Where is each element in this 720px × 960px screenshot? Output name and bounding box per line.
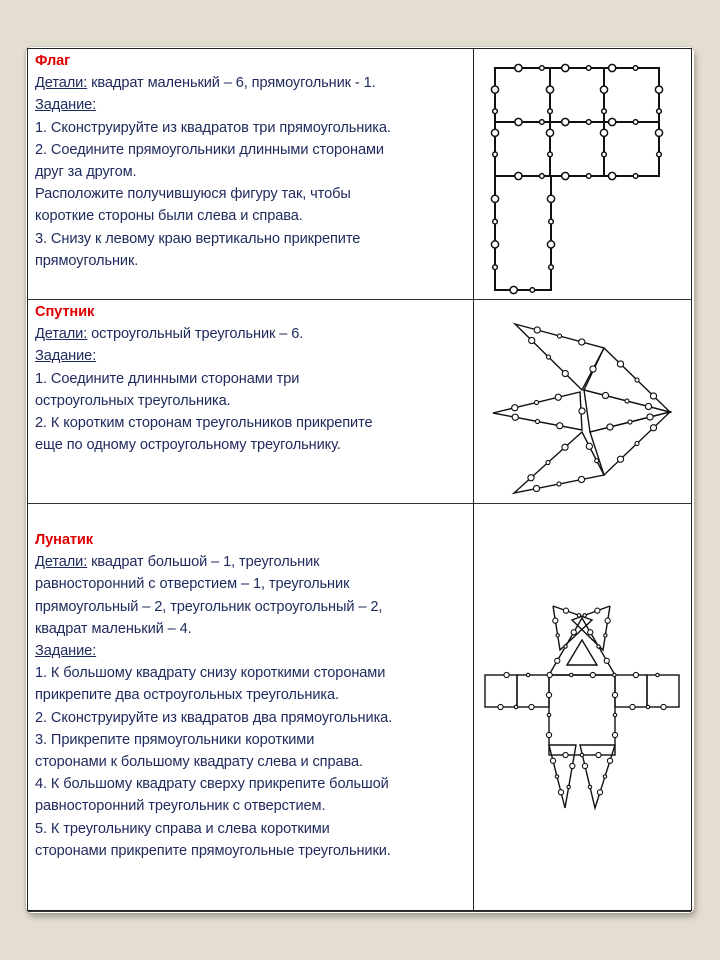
row-title: Спутник (35, 304, 95, 320)
connector-knob (567, 785, 570, 788)
connector-knob (540, 120, 545, 125)
connector-knob (579, 408, 585, 414)
connector-knob (547, 713, 550, 716)
details-text: квадрат маленький – 6, прямоугольник - 1. (87, 75, 376, 92)
flag-figure (491, 64, 662, 293)
connector-knob (613, 673, 616, 676)
connector-knob (582, 763, 587, 768)
connector-knob (515, 172, 522, 179)
connector-knob (550, 758, 555, 763)
connector-knob (512, 405, 518, 411)
task-label: Задание: (35, 97, 97, 114)
connector-knob (528, 475, 534, 481)
connector-knob (553, 618, 558, 623)
connector-knob (578, 476, 584, 482)
connector-knob (612, 692, 617, 697)
connector-knob (549, 265, 554, 270)
connector-knob (609, 172, 616, 179)
connector-knob (645, 403, 651, 409)
connector-knob (628, 420, 632, 424)
connector-knob (609, 118, 616, 125)
connector-knob (635, 378, 639, 382)
task-line: 5. К треугольнику справа и слева короткими (35, 820, 330, 837)
connector-knob (529, 704, 534, 709)
connector-knob (588, 630, 593, 635)
task-line: 1. Сконструируйте из квадратов три прямоугольника. (35, 119, 391, 136)
connector-knob (549, 219, 554, 224)
connector-knob (534, 400, 538, 404)
details-text: квадрат большой – 1, треугольник (87, 554, 320, 571)
task-line: остроугольных треугольника. (35, 392, 231, 409)
connector-knob (633, 120, 638, 125)
task-line: друг за другом. (35, 164, 137, 181)
connector-knob (493, 219, 498, 224)
connector-knob (546, 732, 551, 737)
connector-knob (661, 704, 666, 709)
connector-knob (556, 634, 559, 637)
connector-knob (515, 64, 522, 71)
task-line: 3. Снизу к левому краю вертикально прикрепите (35, 230, 361, 247)
connector-knob (514, 705, 517, 708)
connector-knob (602, 152, 607, 157)
details-label: Детали: (35, 554, 88, 571)
connector-knob (609, 64, 616, 71)
connector-knob (600, 86, 607, 93)
connector-knob (655, 86, 662, 93)
connector-knob (540, 66, 545, 71)
connector-knob (526, 673, 529, 676)
connector-knob (580, 753, 583, 756)
task-line: равносторонний треугольник с отверстием. (35, 798, 326, 815)
connector-knob (646, 705, 649, 708)
task-line: 4. К большому квадрату сверху прикрепите большой (35, 776, 389, 793)
satellite-figure (493, 324, 670, 493)
satellite-connectors (512, 327, 657, 492)
connector-knob (540, 174, 545, 179)
connector-knob (555, 658, 560, 663)
connector-knob (604, 634, 607, 637)
connector-knob (491, 241, 498, 248)
connector-knob (510, 286, 517, 293)
task-label: Задание: (35, 643, 97, 660)
task-line: еще по одному остроугольному треугольнику. (35, 437, 341, 454)
connector-knob (597, 790, 602, 795)
task-line: сторонами прикрепите прямоугольные треугольники. (35, 842, 391, 859)
task-line: 2. Соедините прямоугольники длинными сторонами (35, 141, 384, 158)
connector-knob (657, 109, 662, 114)
connector-knob (588, 785, 591, 788)
connector-knob (546, 460, 550, 464)
connector-knob (655, 129, 662, 136)
connector-knob (590, 366, 596, 372)
details-text: квадрат маленький – 4. (35, 620, 192, 637)
connector-knob (613, 713, 616, 716)
connector-knob (596, 752, 601, 757)
connector-knob (564, 645, 567, 648)
connector-knob (657, 152, 662, 157)
lunatic-connectors (498, 608, 666, 795)
connector-knob (535, 419, 539, 423)
connector-knob (595, 608, 600, 613)
connector-knob (586, 174, 591, 179)
connector-knob (562, 118, 569, 125)
connector-knob (562, 444, 568, 450)
task-line: сторонами к большому квадрату слева и справа. (35, 754, 363, 771)
connector-knob (612, 732, 617, 737)
connector-knob (597, 645, 600, 648)
connector-knob (546, 355, 550, 359)
task-line: 1. К большому квадрату снизу короткими сторонами (35, 665, 386, 682)
connector-knob (548, 152, 553, 157)
task-line: 2. Сконструируйте из квадратов два прямоугольника. (35, 709, 393, 726)
connector-knob (546, 692, 551, 697)
details-text: остроугольный треугольник – 6. (87, 326, 304, 343)
flag-connectors (491, 64, 662, 293)
connector-knob (605, 618, 610, 623)
connector-knob (512, 414, 518, 420)
connector-knob (491, 195, 498, 202)
connector-knob (650, 393, 656, 399)
task-line: 2. К коротким сторонам треугольников прикрепите (35, 415, 373, 432)
lunatic-figure (485, 606, 679, 808)
connector-knob (558, 790, 563, 795)
details-label: Детали: (35, 75, 88, 92)
connector-knob (493, 109, 498, 114)
connector-knob (529, 337, 535, 343)
connector-knob (493, 152, 498, 157)
task-line: 3. Прикрепите прямоугольники короткими (35, 731, 315, 748)
connector-knob (515, 118, 522, 125)
row-title: Флаг (35, 53, 71, 69)
connector-knob (547, 672, 552, 677)
connector-knob (547, 241, 554, 248)
task-line: прямоугольник. (35, 252, 139, 269)
connector-knob (504, 672, 509, 677)
details-text: равносторонний с отверстием – 1, треугольник (35, 576, 350, 593)
connector-knob (602, 392, 608, 398)
connector-knob (548, 109, 553, 114)
connector-knob (604, 658, 609, 663)
connector-knob (577, 614, 580, 617)
task-line: прикрепите два остроугольных треугольника. (35, 687, 339, 704)
connector-knob (600, 129, 607, 136)
connector-knob (546, 86, 553, 93)
connector-knob (586, 443, 592, 449)
connector-knob (498, 704, 503, 709)
connector-knob (547, 195, 554, 202)
connector-knob (590, 672, 595, 677)
connector-knob (595, 459, 599, 463)
connector-knob (650, 425, 656, 431)
details-label: Детали: (35, 326, 88, 343)
connector-knob (586, 120, 591, 125)
connector-knob (583, 614, 586, 617)
connector-knob (617, 456, 623, 462)
connector-knob (493, 265, 498, 270)
connector-knob (534, 327, 540, 333)
connector-knob (570, 763, 575, 768)
connector-knob (530, 288, 535, 293)
task-line: 1. Соедините длинными сторонами три (35, 370, 300, 387)
connector-knob (635, 441, 639, 445)
connector-knob (491, 86, 498, 93)
connector-knob (563, 608, 568, 613)
connector-knob (586, 66, 591, 71)
connector-knob (647, 414, 653, 420)
connector-knob (557, 334, 561, 338)
task-label: Задание: (35, 348, 97, 365)
connector-knob (557, 482, 561, 486)
connector-knob (633, 174, 638, 179)
connector-knob (562, 370, 568, 376)
connector-knob (602, 109, 607, 114)
connector-knob (607, 758, 612, 763)
connector-knob (625, 399, 629, 403)
connector-knob (603, 775, 606, 778)
connector-knob (557, 423, 563, 429)
connector-knob (562, 64, 569, 71)
connector-knob (633, 672, 638, 677)
connector-knob (546, 129, 553, 136)
connector-knob (491, 129, 498, 136)
row-title: Лунатик (35, 532, 94, 548)
connector-knob (656, 673, 659, 676)
connector-knob (579, 339, 585, 345)
connector-knob (571, 630, 576, 635)
connector-knob (533, 485, 539, 491)
connector-knob (555, 394, 561, 400)
task-line: короткие стороны были слева и справа. (35, 208, 303, 225)
details-text: прямоугольный – 2, треугольник остроугольный – 2, (35, 598, 383, 615)
connector-knob (630, 704, 635, 709)
connector-knob (563, 752, 568, 757)
connector-knob (570, 673, 573, 676)
task-line: Расположите получившуюся фигуру так, чтобы (35, 186, 351, 203)
connector-knob (562, 172, 569, 179)
connector-knob (633, 66, 638, 71)
connector-knob (617, 361, 623, 367)
connector-knob (607, 424, 613, 430)
connector-knob (555, 775, 558, 778)
